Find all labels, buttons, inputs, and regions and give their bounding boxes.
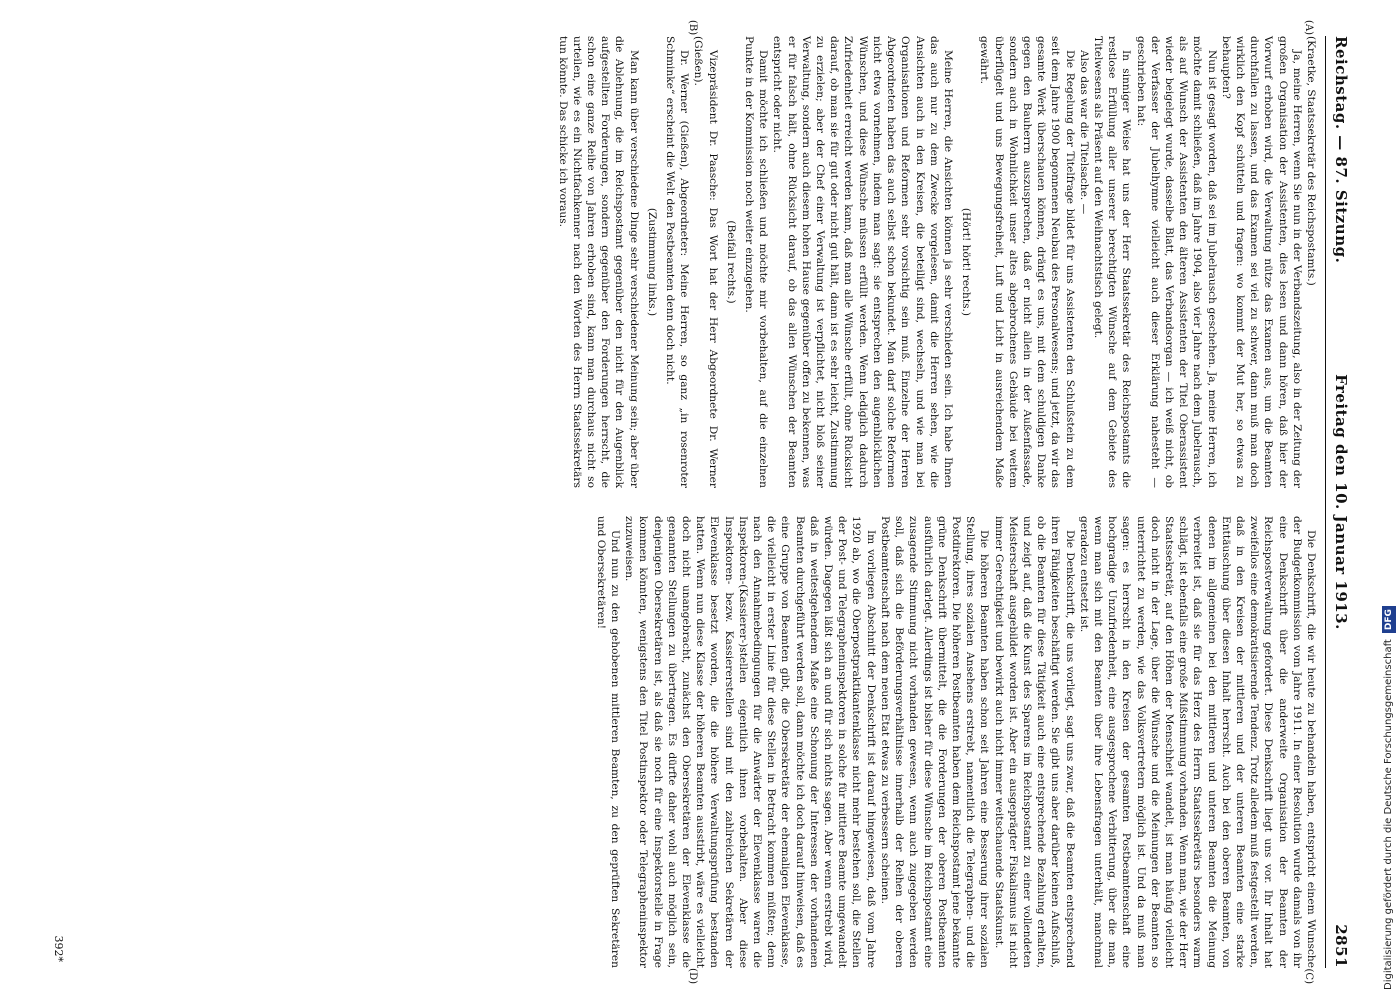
page-header: [1325, 36, 1354, 968]
margin-mark-b: (B): [687, 20, 698, 36]
margin-mark-c: (C): [1303, 968, 1314, 984]
paragraph: Also das war die Titelsache. —: [1077, 50, 1090, 215]
interjection: (Zustimmung links.): [645, 207, 658, 317]
quotation: Die Regelung der Titelfrage bildet für uns Assistenten den Schlußstein zu dem seit dem Jahre 1900 begonnenen Neubau des Personalwesens; und jetzt, da wir das gesamte Werk überschauen können, drängt es uns, mit dem schuldigen Danke gegen den Bauherrn auszusprechen, daß er nicht allein in der Außenfassade, sondern auch in Wohnlichkeit unser altes abgebrochenes Gebäude bei weitem überflügelt und uns Bewegungsfreiheit, Luft und Licht in ausreichendem Maße gewährt.: [978, 36, 1076, 488]
paragraph: Damit möchte ich schließen und möchte mir vorbehalten, auf die einzelnen Punkte in der Kommission noch weiter einzugehen.: [743, 36, 770, 488]
quotation: In sinniger Weise hat uns der Herr Staatssekretär des Reichspostamts die restlose Erfüllung aller unserer berechtigten Wünsche auf dem Gebiete des Titelwesens als Präsent auf den Weihnachtstisch gelegt.: [1091, 36, 1133, 488]
digitization-credit: [1359, 0, 1394, 1000]
speaker-line: Vizepräsident Dr. Paasche: Das Wort hat der Herr Abgeordnete Dr. Werner (Gießen).: [692, 36, 719, 488]
dfg-logo: DFG: [1382, 606, 1396, 633]
paragraph: Meine Herren, die Ansichten können ja sehr verschieden sein. Ich habe Ihnen das auch nur zu dem Zwecke vorgelesen, damit die Herren sehen, wie die Ansichten auch in den Kreisen, die beteiligt sind, wechseln, und wie man bei Organisationen und Reformen sehr vorsichtig sein muß. Einzelne der Herren Abgeordneten haben das auch selbst schon bekundet. Man darf solche Reformen nicht etwa vornehmen, indem man sagt: sie entsprechen den augenblicklichen Wünschen, und diese Wünsche müssen erfüllt werden. Wenn lediglich dadurch Zufriedenheit erreicht werden kann, daß man alle Wünsche erfüllt, ohne Rücksicht darauf, ob man sie für gut oder nicht gut hält, dann ist es sehr leicht, Zustimmung zu erzielen; aber der Chef einer Verwaltung ist verpflichtet, nicht bloß seiner Verwaltung, sondern auch diesem hohen Hause gegenüber offen zu bekennen, was er für falsch hält, ohne Rücksicht darauf, ob das allen Wünschen der Beamten entspricht oder nicht.: [771, 36, 954, 488]
rotated-page-content: [42, 22, 1358, 982]
right-column: [56, 516, 1318, 968]
speaker-attribution: (Kraetke, Staatssekretär des Reichspostamts.): [1305, 36, 1317, 286]
credit-text: Digitalisierung gefördert durch die Deutsche Forschungsgemeinschaft: [1383, 639, 1394, 990]
paragraph: Ja, meine Herren, wenn Sie nun in der Verbandszeitung, also in der Zeitung der großen Organisation der Assistenten, dies lesen und dann hören, daß hier der Vorwurf erhoben wird, die Verwaltung nütze das Examen aus, um die Beamten durchfallen zu lassen, und das Examen sei viel zu schwer, dann muß man doch wirklich den Kopf schütteln und fragen: wo kommt der Mut her, so etwas zu behaupten?: [1219, 36, 1303, 488]
interjection: (Beifall rechts.): [724, 220, 737, 304]
header-left: Reichstag. — 87. Sitzung.: [1332, 36, 1350, 264]
sheet-signature: 392*: [52, 935, 65, 962]
credit-line: [1379, 0, 1399, 990]
scanned-page: [42, 22, 1358, 982]
paragraph: Nun ist gesagt worden, daß sei im Jubelrausch geschehen. Ja, meine Herren, ich möchte damit schließen, daß im Jahre 1904, also vier Jahre nach dem Jubelrausch, als auf Wunsch der Assistenten den älteren Assistenten der Titel Oberassistent wieder beigelegt wurde, dasselbe Blatt, das Verbandsorgan — ich weiß nicht, ob der Verfasser der Jubelhymne vielleicht auch dieser Erklärung nahesteht — geschrieben hat:: [1134, 36, 1218, 488]
header-center: Freitag den 10. Januar 1913.: [1332, 374, 1350, 630]
paragraph: Man kann über verschiedene Dinge sehr verschiedener Meinung sein; aber über die Ablehnung, die im Reichspostamt gegenüber den nicht für den Augenblick aufgestellten Forderungen, sondern gegenüber den Forderungen herrscht, die schon eine ganze Reihe von Jahren erhoben sind, kann man durchaus nicht so urteilen, wie es ein Nichtfachkenner nach den Worten des Herrn Staatssekretärs tun könnte. Das schicke ich voraus.: [556, 36, 640, 488]
interjection: (Hört! hört! rechts.): [960, 207, 973, 317]
paragraph: Die Denkschrift, die uns vorliegt, sagt uns zwar, daß die Beamten entsprechend ihren Fähigkeiten beschäftigt werden. Sie gibt uns aber darüber keinen Aufschluß, ob die Beamten für diese Tätigkeit auch eine entsprechende Bezahlung erhalten, und zeigt auf, daß die Kunst des Sparens im Reichspostamt zu einer vollendeten Meisterschaft ausgebildet worden ist. Aber ein ausgeprägter Fiskalismus ist nicht immer Gerechtigkeit und bewirkt auch nicht immer weitschauende Staatskunst.: [992, 516, 1076, 968]
left-column: [56, 36, 1318, 488]
paragraph: Die höheren Beamten haben schon seit Jahren eine Besserung ihrer sozialen Stellung, ihres sozialen Ansehens erstrebt, namentlich die Telegraphen- und die Postdirektoren. Die höheren Postbeamten haben dem Reichspostamt jene bekannte grüne Denkschrift übermittelt, die die Forderungen der oberen Postbeamten ausführlich darlegt. Allerdings ist bisher für diese Wünsche im Reichspostamt eine zusagende Stimmung nicht vorhanden gewesen, wenn auch zugegeben werden soll, daß sich die Beförderungsverhältnisse innerhalb der Reihen der oberen Postbeamtenschaft nach dem neuen Etat etwas zu verbessern scheinen.: [878, 516, 991, 968]
text-columns: [56, 36, 1318, 968]
speaker-line: Dr. Werner (Gießen), Abgeordneter: Meine Herren, so ganz „in rosenroter Schminke“ erscheint die Welt den Postbeamten denn doch nicht.: [664, 36, 691, 488]
margin-mark-a: (A): [1303, 20, 1314, 36]
paragraph: Im vorliegen Abschnitt der Denkschrift ist darauf hingewiesen, daß vom Jahre 1920 ab, wo die Oberpostpraktikantenklasse nicht mehr bestehen soll, die Stellen der Post- und Telegrapheninspektoren in solche für mittlere Beamte umgewandelt würden. Dagegen läßt sich an und für sich nichts sagen. Aber wenn erstrebt wird, daß in weitestgehendem Maße eine Schonung der Interessen der vorhandenen Beamten durchgeführt werden soll, dann möchte ich doch darauf hinweisen, daß es eine Gruppe von Beamten gibt, die Obersekretäre der ehemaligen Elevenklasse, die vielleicht in erster Linie für diese Stellen in Betracht kommen müßten; denn nach den Annahmebedingungen für die Anwärter der Elevenklasse waren die Inspektoren-(Kassierer-)stellen eigentlich ihnen vorbehalten. Aber diese Inspektoren- bezw. Kassiererstellen sind mit den zahlreichen Sekretären der Elevenklasse besetzt worden, die die höhere Verwaltungsprüfung bestanden hatten. Wenn nun diese Klasse der höheren Beamten ausstirbt, wäre es vielleicht doch nicht unangebracht, zunächst den Obersekretären der Elevenklasse die genannten Stellungen zu übertragen. Es dürfte daher wohl auch möglich sein, denjenigen Obersekretären ist, als daß sie noch für eine Inspektorstelle in Frage kommen könnten, wenigstens den Titel Postinspektor oder Telegrapheninspektor zuzuweisen.: [623, 516, 877, 968]
page-number: 2851: [1332, 924, 1350, 968]
paragraph: Und nun zu den gehobenen mittleren Beamten, zu den geprüften Sekretären und Obersekretären!: [594, 516, 622, 968]
paragraph: Die Denkschrift, die wir heute zu behandeln haben, entspricht einem Wunsche der Budgetkommission vom Jahre 1911. In einer Resolution wurde damals von ihr eine Denkschrift über die anderweite Organisation der Beamten der Reichspostverwaltung gefordert. Diese Denkschrift liegt uns vor. Ihr Inhalt hat zweifellos eine demokratisierende Tendenz. Trotz alledem muß festgestellt werden, daß in den Kreisen der mittleren und der unteren Beamten eine starke Enttäuschung über diesen Inhalt herrscht. Auch bei den oberen Beamten, von denen im allgemeinen bei den mittleren und unteren Beamten die Meinung verbreitet ist, daß sie für das Herz des Herrn Staatssekretärs besonders warm schlägt, ist ebenfalls eine große Mißstimmung vorhanden. Wenn man, wie der Herr Staatssekretär, auf den Höhen der Menschheit wandelt, ist man häufig vielleicht doch nicht in der Lage, über die Wünsche und die Meinungen der Beamten so unterrichtet zu werden, wie das Volksvertretern möglich ist. Und da muß man sagen: es herrscht in den Kreisen der gesamten Postbeamtenschaft eine hochgradige Unzufriedenheit, eine ausgesprochene Verbitterung, über die man, wenn man sich mit den Beamten über ihre Lebensfragen unterhält, manchmal geradezu entsetzt ist.: [1077, 516, 1317, 968]
margin-mark-d: (D): [687, 968, 698, 984]
